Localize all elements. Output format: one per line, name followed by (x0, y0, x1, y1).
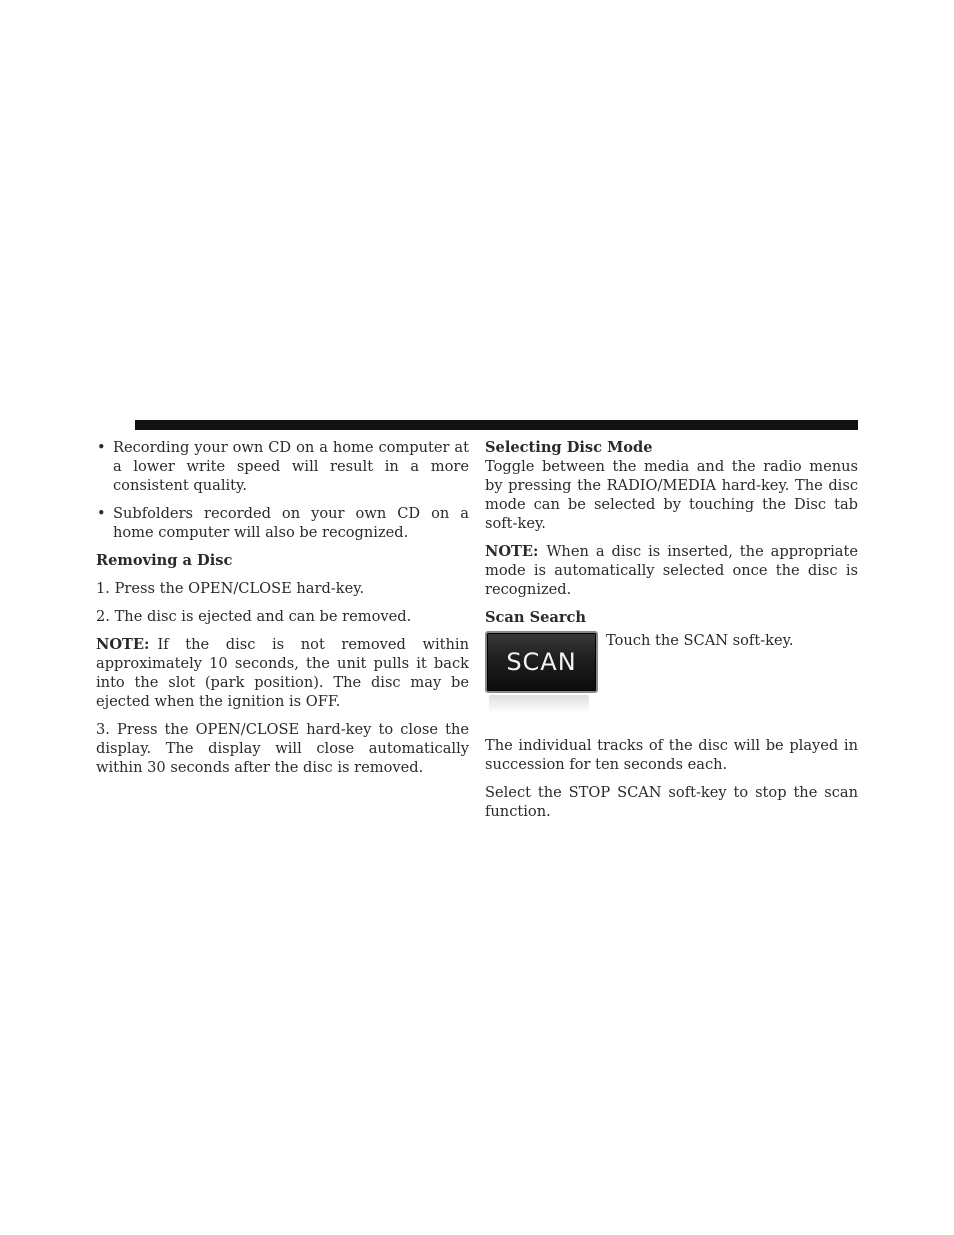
note-paragraph (96, 635, 469, 711)
bullet-text: Recording your own CD on a home computer at a lower write speed will result in a more consistent quality. (113, 439, 469, 494)
note-label: NOTE: (96, 636, 150, 653)
scan-key-reflection (489, 695, 589, 713)
scan-description: The individual tracks of the disc will be played in succession for ten seconds each. (485, 737, 858, 773)
scan-search-heading: Scan Search (485, 609, 587, 626)
stop-scan-text: Select the STOP SCAN soft-key to stop the scan function. (485, 784, 858, 820)
step-1: 1. Press the OPEN/CLOSE hard-key. (96, 580, 365, 597)
scan-caption: Touch the SCAN soft-key. (606, 632, 794, 649)
section-header-bar (135, 420, 858, 430)
left-column (96, 438, 469, 786)
removing-disc-heading: Removing a Disc (96, 552, 233, 569)
step-2: 2. The disc is ejected and can be removed. (96, 608, 412, 625)
right-column (485, 438, 858, 830)
scan-soft-key: SCAN (485, 631, 598, 693)
cd-tips-list (96, 438, 469, 542)
step-3: 3. Press the OPEN/CLOSE hard-key to close the display. The display will close automatically within 30 seconds after the disc is removed. (96, 721, 469, 776)
scan-illustration-row (485, 631, 858, 727)
scan-soft-key-illustration (485, 631, 598, 713)
note-text: If the disc is not removed within approximately 10 seconds, the unit pulls it back into the slot (park position). The disc may be ejected when the ignition is OFF. (96, 636, 469, 710)
note-paragraph (485, 542, 858, 599)
bullet-text: Subfolders recorded on your own CD on a home computer will also be recognized. (113, 505, 469, 541)
note-label: NOTE: (485, 543, 539, 560)
disc-mode-text: Toggle between the media and the radio menus by pressing the RADIO/MEDIA hard-key. The disc mode can be selected by touching the Disc tab soft-key. (485, 458, 858, 532)
disc-mode-heading: Selecting Disc Mode (485, 439, 653, 456)
bullet-icon: • (97, 505, 106, 522)
note-text: When a disc is inserted, the appropriate mode is automatically selected once the disc is recognized. (485, 543, 858, 598)
list-item (96, 504, 469, 542)
list-item (96, 438, 469, 495)
bullet-icon: • (97, 439, 106, 456)
